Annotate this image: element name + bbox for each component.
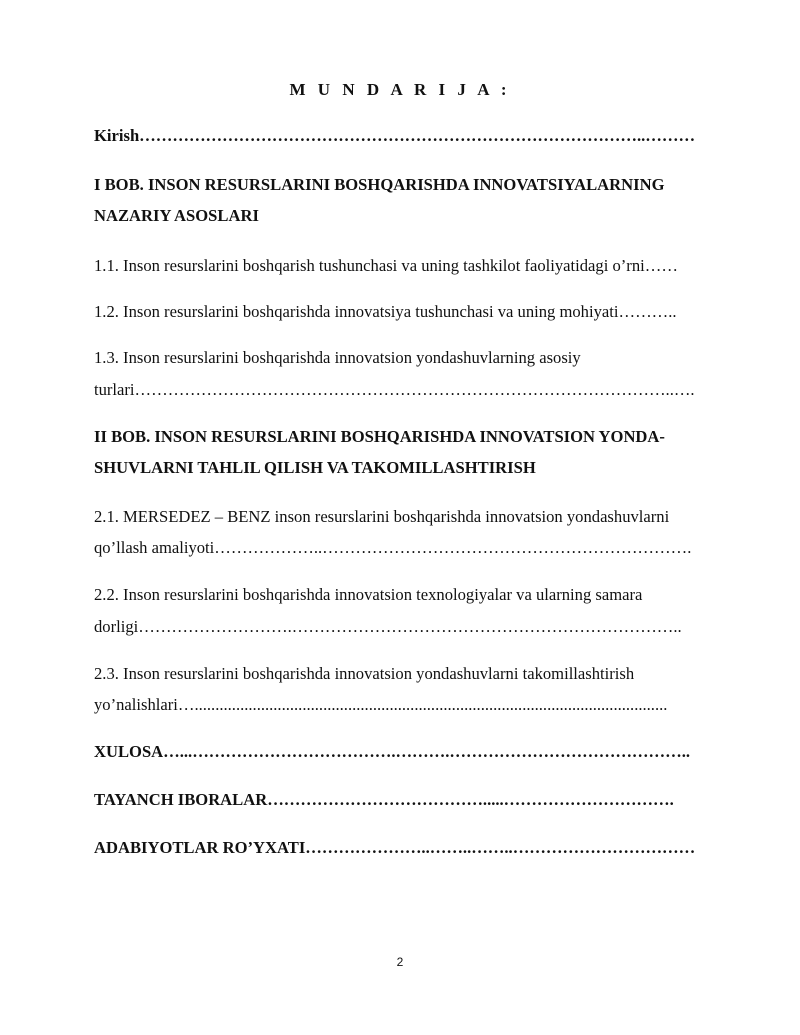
toc-chapter-1-line-1: I BOB. INSON RESURSLARINI BOSHQARISHDA INNOVATSIYALARNING: [94, 175, 665, 194]
toc-chapter-2-line-2: SHUVLARNI TAHLIL QILISH VA TAKOMILLASHTIRISH: [94, 458, 536, 477]
toc-section-2-2-line-1: 2.2. Inson resurslarini boshqarishda innovatsion texnologiyalar va ularning samara: [94, 585, 643, 604]
toc-entry-adabiyotlar: ADABIYOTLAR RO’YXATI…………………..……..……..……………………………: [94, 838, 696, 857]
toc-section-1-1: 1.1. Inson resurslarini boshqarish tushunchasi va uning tashkilot faoliyatidagi o’rni……: [94, 256, 678, 275]
toc-entry-tayanch-iboralar: TAYANCH IBORALAR………………………………….....………………………….: [94, 790, 674, 809]
toc-section-1-3-line-2: turlari……………………………………………………………………………………..….: [94, 380, 695, 399]
toc-section-1-2: 1.2. Inson resurslarini boshqarishda innovatsiya tushunchasi va uning mohiyati………..: [94, 302, 677, 321]
contents-title: M U N D A R I J A :: [289, 80, 511, 99]
toc-section-2-3-line-1: 2.3. Inson resurslarini boshqarishda innovatsion yondashuvlarni takomillashtirish: [94, 664, 635, 683]
toc-section-2-3-line-2: yo’nalishlari…..................................................................................................................: [94, 695, 668, 714]
toc-chapter-2-line-1: II BOB. INSON RESURSLARINI BOSHQARISHDA INNOVATSION YONDA-: [94, 427, 665, 446]
toc-entry-xulosa: XULOSA…...……………………………….……….……………………………………..: [94, 742, 691, 761]
toc-section-2-1-line-2: qo’llash amaliyoti………………..………………………………………………………….: [94, 538, 692, 557]
toc-chapter-1-line-2: NAZARIY ASOSLARI: [94, 206, 259, 225]
page-number: 2: [396, 955, 404, 969]
toc-section-2-2-line-2: dorligi……………………….……………………………………………………………..: [94, 617, 682, 636]
toc-section-1-3-line-1: 1.3. Inson resurslarini boshqarishda innovatsion yondashuvlarning asosiy: [94, 348, 581, 367]
toc-entry-kirish: Kirish………………………………………………………………………………..………: [94, 126, 696, 145]
toc-section-2-1-line-1: 2.1. MERSEDEZ – BENZ inson resurslarini boshqarishda innovatsion yondashuvlarni: [94, 507, 670, 526]
